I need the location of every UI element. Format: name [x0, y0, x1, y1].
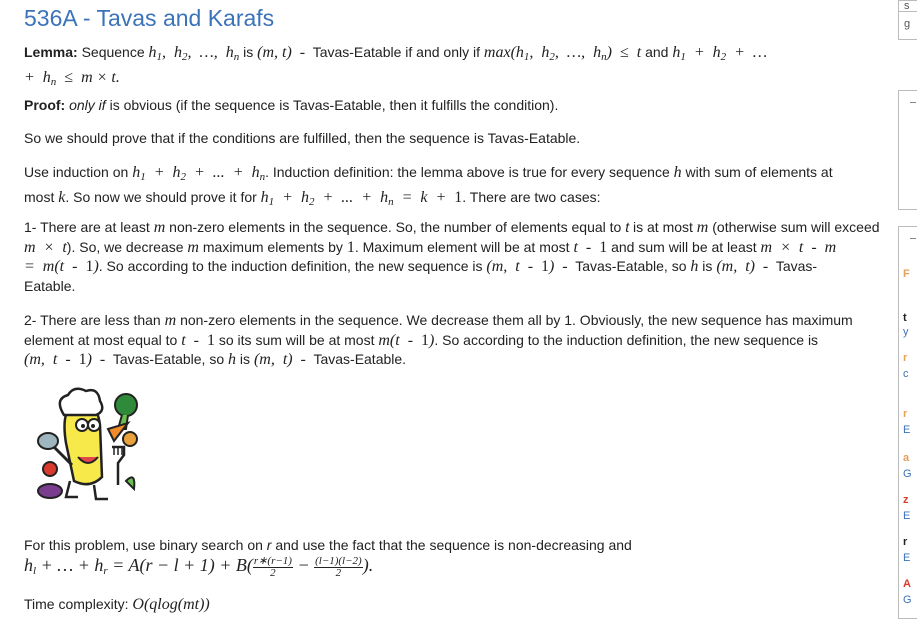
proof-label: Proof: — [24, 97, 66, 113]
proof-paragraph: Proof: only if is obvious (if the sequence is Tavas-Eatable, then it fulfills the condition). — [24, 97, 559, 113]
induction-paragraph: Use induction on $h_1 + h_2$ + ... + $h_n$. Induction definition: the lemma above is true for every sequence h with sum of elements at most k. So now we should prove it for $h_1 + h_2$ + ... + $h_n = k + 1$. There are two cases: — [24, 164, 833, 208]
right-sidebar-partial: s g F t y r c r E a G z E r E A G — [898, 0, 917, 619]
chef-mascot-image — [30, 385, 142, 509]
lemma-paragraph: Lemma: Sequence $h_1$, $h_2$, …, $h_n$ is (m, t) - Tavas-Eatable if and only if $\max(h_1$, $h_2$, …, $h_n) \le t$ and $h_1 + h_2$ + … + $h_n \le m \times t$. — [24, 44, 768, 88]
sidebar-box-1[interactable] — [898, 90, 917, 210]
case-one-paragraph: 1- There are at least m non-zero elements in the sequence. So, the number of elements equal to t is at most m (otherwise sum will exceed m × t). So, we decrease m maximum elements by 1. Maximum element will be at most t - 1 and sum will be at least m × t - m = m(t - 1). So according to the induction definition, the new sequence is (m, t - 1) - Tavas-Eatable, so h is (m, t) - Tavas- Eatable. — [24, 219, 880, 294]
prove-paragraph: So we should prove that if the conditions are fulfilled, then the sequence is Tavas-Eatable. — [24, 130, 581, 146]
lemma-label: Lemma: — [24, 44, 78, 60]
page-title: 536A - Tavas and Karafs — [24, 5, 275, 31]
binary-search-paragraph: For this problem, use binary search on r and use the fact that the sequence is non-decreasing and $h_l$ + … + $h_r = A(r - l + 1) + B$( $\frac{r∗(r-1)}{2}$ − $\frac{(l-1)(l-2)}{2}$ ). — [24, 537, 632, 579]
case-two-paragraph: 2- There are less than m non-zero elements in the sequence. We decrease them all by 1. Obviously, the new sequence has maximum element at most equal to t - 1 so its sum will be at most m(t - 1). So according to the induction definition, the new sequence is (m, t - 1) - Tavas-Eatable, so h is (m, t) - Tavas-Eatable. — [24, 312, 853, 368]
complexity-paragraph: Time complexity: O(qlog(mt)) — [24, 596, 210, 613]
